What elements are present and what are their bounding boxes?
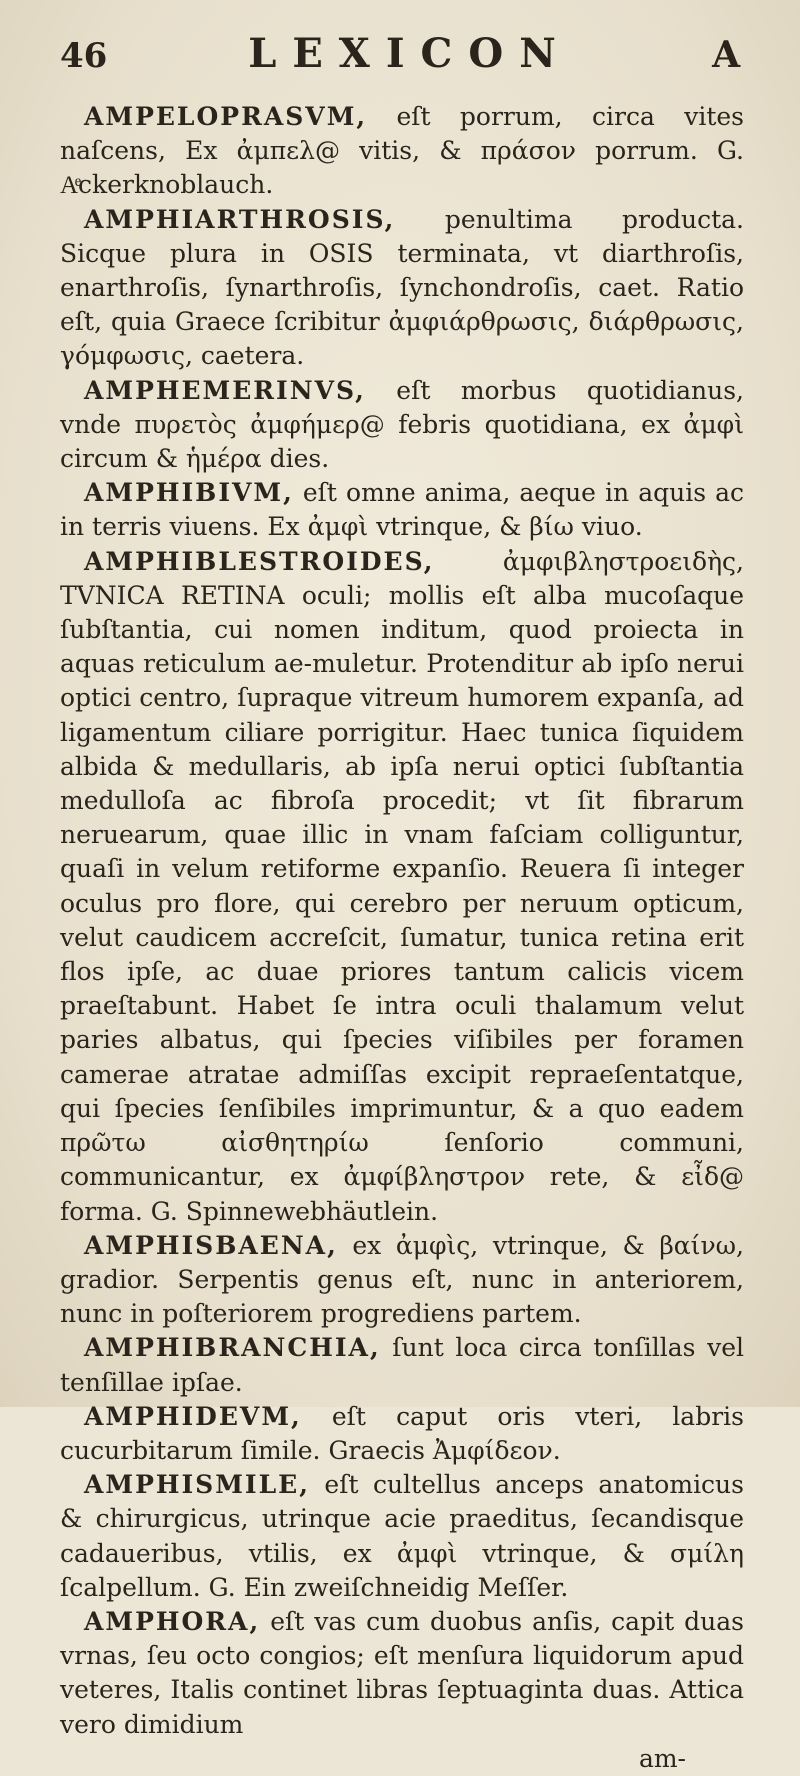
entry-text: ἀμφιβληστροειδὴς, TVNICA RETINA oculi; mollis eſt alba mucoſaque ſubſtantia, cui nomen inditum, quod proiecta in aquas reticulum ae-muletur. Protenditur ab ipſo nerui optici centro, ſupraque vitreum humorem expanſa, ad ligamentum ciliare porrigitur. Haec tunica ſiquidem albida & medullaris, ab ipſa nerui optici ſubſtantia medulloſa ac fibroſa procedit; vt ſit fibrarum neruearum, quae illic in vnam faſciam colliguntur, quaſi in velum retiforme expanſio. Reuera ſi integer oculus pro flore, qui cerebro per neruum opticum, velut caudicem accreſcit, ſumatur, tunica retina erit flos ipſe, ac duae priores tantum calicis vicem praeſtabunt. Habet ſe intra oculi thalamum velut paries albatus, qui ſpecies viſibiles per foramen camerae atratae admiſſas excipit repraeſentatque, qui ſpecies ſenſibiles imprimuntur, & a quo eadem πρῶτω αἰσθητηρίω ſenſorio communi, communicantur, ex ἀμφίβληστρον rete, & εἶδ@ forma. G. Spinnewebhäutlein. bbox=[60, 546, 744, 1226]
page-header bbox=[60, 30, 744, 94]
entry-amphibivm bbox=[60, 476, 744, 544]
entry-text: eſt morbus quotidianus, vnde πυρετὸς ἀμφήμερ@ febris quotidiana, ex ἀμφὶ circum & ἡμέρα dies. bbox=[60, 375, 744, 474]
entry-amphibranchia bbox=[60, 1331, 744, 1399]
entry-headword: AMPHIBIVM, bbox=[84, 478, 294, 508]
entry-amphiarthrosis bbox=[60, 203, 744, 374]
catchword: am- bbox=[638, 1743, 686, 1773]
entry-amphiblestroides bbox=[60, 545, 744, 1229]
entry-headword: AMPHIDEVM, bbox=[84, 1401, 302, 1431]
entry-text: eſt vas cum duobus anſis, capit duas vrnas, ſeu octo congios; eſt menſura liquidorum apud veteres, Italis continet libras ſeptuaginta duas. Attica vero dimidium bbox=[60, 1606, 744, 1739]
entry-headword: AMPHEMERINVS, bbox=[84, 375, 366, 405]
entry-text: eſt cultellus anceps anatomicus & chirurgicus, utrinque acie praeditus, ſecandisque cadaueribus, vtilis, ex ἀμφὶ vtrinque, & σμίλη ſcalpellum. G. Ein zweiſchneidig Meſſer. bbox=[60, 1470, 744, 1602]
entry-headword: AMPHIBLESTROIDES, bbox=[84, 546, 435, 576]
running-title: LEXICON bbox=[248, 30, 572, 77]
entry-headword: AMPHISMILE, bbox=[84, 1470, 310, 1500]
entry-amphemerinvs bbox=[60, 374, 744, 477]
entry-headword: AMPHIARTHROSIS, bbox=[84, 204, 396, 234]
entry-amphidevm bbox=[60, 1400, 744, 1468]
entry-headword: AMPELOPRASVM, bbox=[84, 102, 368, 131]
entry-text: eſt porrum, circa vites naſcens, Ex ἀμπελ@ vitis, & πράσον porrum. G. Aͤckerknoblauch. bbox=[60, 102, 744, 200]
entry-text: eſt caput oris vteri, labris cucurbitarum ſimile. Graecis Ἀμφίδεον. bbox=[60, 1401, 744, 1465]
entry-amphisbaena bbox=[60, 1229, 744, 1332]
entry-headword: AMPHISBAENA, bbox=[84, 1230, 338, 1260]
entry-headword: AMPHORA, bbox=[84, 1606, 261, 1636]
entry-text: ſunt loca circa tonſillas vel tenſillae ipſae. bbox=[60, 1333, 744, 1397]
entry-ampeloprasvm bbox=[60, 100, 744, 203]
entry-headword: AMPHIBRANCHIA, bbox=[84, 1333, 381, 1363]
letter-marker: A bbox=[712, 34, 740, 76]
entry-amphismile bbox=[60, 1468, 744, 1605]
entry-amphora bbox=[60, 1605, 744, 1742]
page-number: 46 bbox=[60, 36, 108, 76]
dictionary-entries bbox=[60, 100, 744, 1742]
entry-text: penultima producta. Sicque plura in OSIS terminata, vt diarthroſis, enarthroſis, ſynarthroſis, ſynchondroſis, caet. Ratio eſt, quia Graece ſcribitur ἀμφιάρθρωσις, διάρθρωσις, γόμφωσις, caetera. bbox=[60, 204, 744, 371]
entry-text: ex ἀμφὶς, vtrinque, & βαίνω, gradior. Serpentis genus eſt, nunc in anteriorem, nunc in poſteriorem progrediens partem. bbox=[60, 1230, 744, 1329]
entry-text: eſt omne anima, aeque in aquis ac in terris viuens. Ex ἀμφὶ vtrinque, & βίω viuo. bbox=[60, 478, 744, 542]
